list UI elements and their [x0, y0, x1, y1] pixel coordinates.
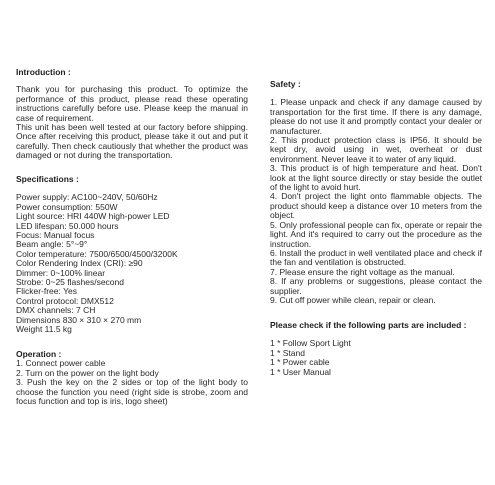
parts-list [270, 339, 482, 377]
spec-item: Dimmer: 0~100% linear [16, 267, 106, 278]
parts-item: 1 * User Manual [270, 366, 331, 377]
introduction-paragraph-1: Thank you for purchasing this product. To optimize the performance of this product, please read these operating instructions carefully before use. Please keep the manual in case of requirement. [16, 84, 248, 123]
spec-item: Power supply: AC100~240V, 50/60Hz [16, 192, 158, 203]
safety-item: 9. Cut off power while clean, repair or clean. [270, 294, 436, 305]
introduction-section [16, 68, 248, 161]
safety-item: 1. Please unpack and check if any damage caused by transportation for the first time. If there is any damage, please do not use it and promptly contact your dealer or manufacturer. [270, 97, 482, 136]
safety-item: 6. Install the product in well ventilated place and check if the fan and ventilation is obstructed. [270, 247, 482, 268]
spec-item: Beam angle: 5°~9° [16, 239, 88, 250]
operation-step: 1. Connect power cable [16, 358, 106, 369]
spec-item: Dimensions 830 × 310 × 270 mm [16, 314, 142, 325]
introduction-heading: Introduction : [16, 67, 71, 77]
spec-item: Weight 11.5 kg [16, 324, 72, 335]
parts-item: 1 * Follow Sport Light [270, 338, 351, 349]
parts-heading: Please check if the following parts are included : [270, 320, 467, 330]
safety-item: 7. Please ensure the right voltage as the manual. [270, 266, 455, 277]
operation-section [16, 350, 248, 406]
spec-item: Focus: Manual focus [16, 230, 95, 241]
specifications-section [16, 175, 248, 335]
spec-item: Light source: HRI 440W high-power LED [16, 211, 170, 222]
safety-item: 8. If any problems or suggestions, please contact the supplier. [270, 276, 482, 296]
spec-item: LED lifespan: 50.000 hours [16, 220, 119, 231]
parts-item: 1 * Power cable [270, 357, 330, 368]
spec-item: Power consumption: 550W [16, 201, 118, 212]
specifications-list [16, 193, 248, 334]
safety-section [270, 80, 482, 305]
operation-step: 3. Push the key on the 2 sides or top of the light body to choose the function you need (right side is strobe, zoom and focus function and top is iris, logo sheet) [16, 377, 248, 407]
safety-item: 5. Only professional people can fix, operate or repair the light. And it's required to carry out the procedure as the instruction. [270, 219, 482, 249]
spec-item: Flicker-free: Yes [16, 286, 77, 297]
safety-item: 4. Don't project the light onto flammable objects. The product should keep a distance over 10 meters from the object. [270, 191, 482, 221]
specifications-heading: Specifications : [16, 174, 79, 184]
safety-item: 2. This product protection class is IP56. It should be kept dry, avoid using in wet, overheat or dust environment. Never leave it to water of any liquid. [270, 135, 482, 164]
parts-item: 1 * Stand [270, 347, 305, 358]
spec-item: Control protocol: DMX512 [16, 295, 114, 306]
operation-list [16, 359, 248, 406]
safety-item: 3. This product is of high temperature and heat. Don't look at the light source directly or stay beside the outlet of the light to avoid hurt. [270, 163, 482, 193]
spec-item: Strobe: 0~25 flashes/second [16, 277, 124, 288]
introduction-paragraph-2: This unit has been well tested at our factory before shipping. Once after receiving this product, please take it out and put it carefully. Then check cautiously that whether the product was damaged or not during the transportation. [16, 122, 248, 161]
spec-item: Color Rendering Index (CRI): ≥90 [16, 258, 143, 269]
spec-item: Color temperature: 7500/6500/4500/3200K [16, 248, 178, 259]
spec-item: DMX channels: 7 CH [16, 305, 96, 316]
safety-list [270, 98, 482, 305]
safety-heading: Safety : [270, 79, 301, 89]
parts-section [270, 321, 482, 377]
operation-heading: Operation : [16, 349, 62, 359]
operation-step: 2. Turn on the power on the light body [16, 367, 159, 378]
